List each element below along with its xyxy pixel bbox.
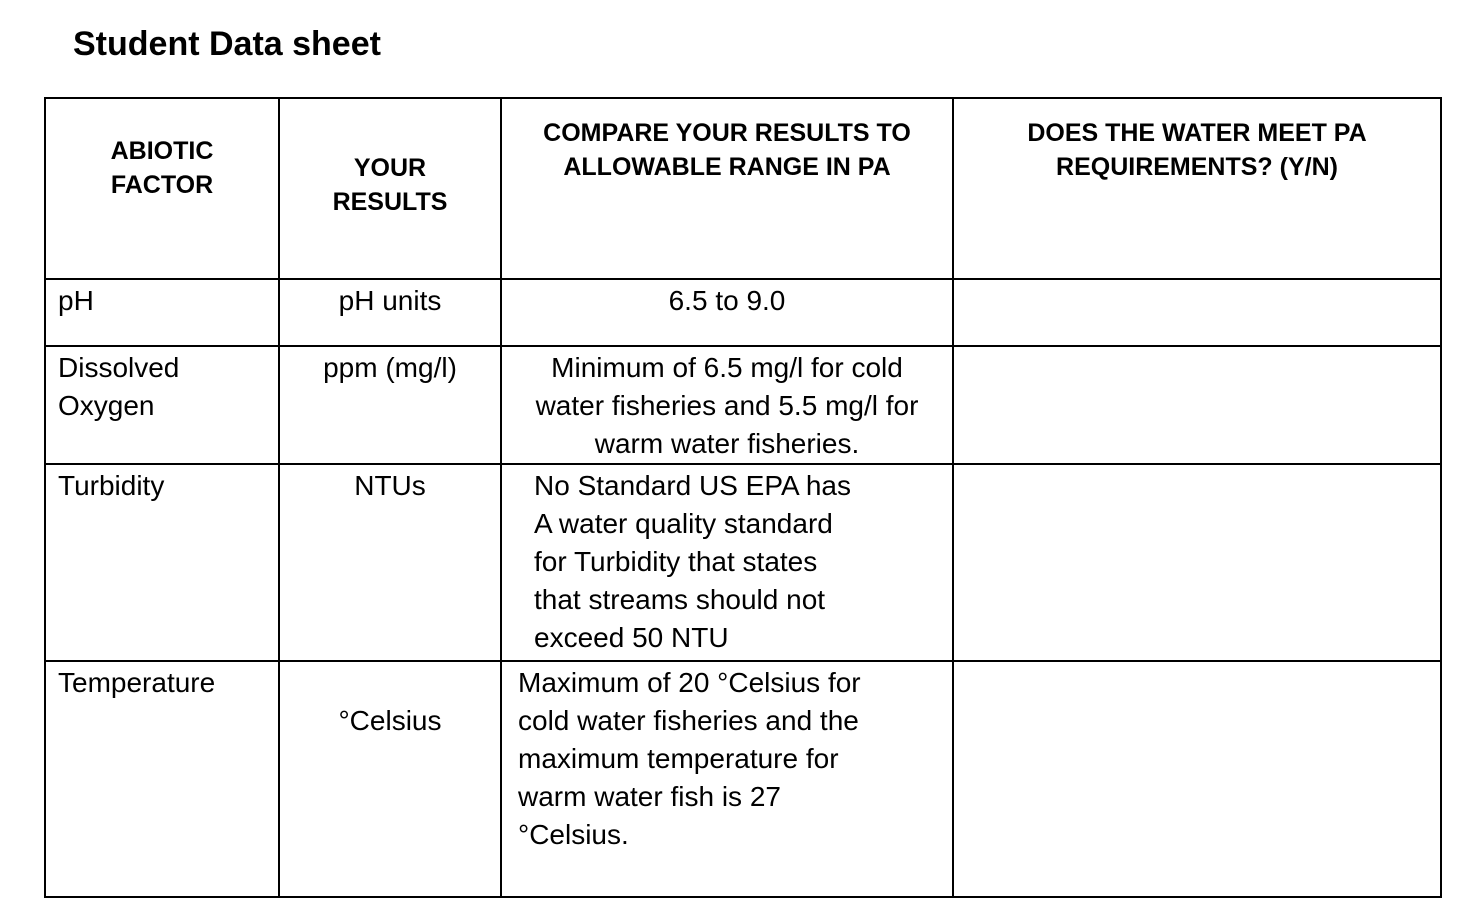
range-text: No Standard US EPA has [534,470,851,501]
results-cell[interactable] [279,346,501,464]
results-unit: NTUs [354,470,426,501]
answer-cell[interactable] [953,661,1441,897]
range-text: exceed 50 NTU [534,622,729,653]
header-row [45,98,1441,279]
range-cell [501,279,953,346]
range-cell [501,346,953,464]
answer-cell[interactable] [953,464,1441,661]
header-text: COMPARE YOUR RESULTS TO [543,119,911,147]
range-text: 6.5 to 9.0 [668,285,786,316]
header-meets-requirements [953,98,1441,279]
factor-cell [45,464,279,661]
header-text: REQUIREMENTS? (Y/N) [1056,153,1338,181]
answer-cell[interactable] [953,279,1441,346]
range-text: for Turbidity that states [534,546,818,577]
range-text: Maximum of 20 °Celsius for [518,667,861,698]
range-cell [501,464,953,661]
factor-cell [45,279,279,346]
factor-label: Temperature [58,667,216,698]
data-table [44,97,1442,898]
results-cell[interactable] [279,661,501,897]
table-row [45,464,1441,661]
header-abiotic-factor [45,98,279,279]
factor-label: Turbidity [58,470,165,501]
results-unit: pH units [338,285,442,316]
range-text: warm water fisheries. [594,428,860,459]
header-text: RESULTS [332,188,448,216]
results-cell[interactable] [279,279,501,346]
header-text: ALLOWABLE RANGE IN PA [563,153,891,181]
page-title: Student Data sheet [73,25,381,63]
factor-label: Oxygen [58,390,155,421]
results-unit: ppm (mg/l) [323,352,457,383]
factor-label: Dissolved [58,352,180,383]
header-text: YOUR [353,154,427,182]
range-text: that streams should not [534,584,826,615]
factor-cell [45,346,279,464]
results-unit: °Celsius [338,705,442,736]
header-compare-range [501,98,953,279]
header-text: FACTOR [110,171,214,199]
range-text: maximum temperature for [518,743,839,774]
range-text: A water quality standard [534,508,833,539]
table-row [45,346,1441,464]
table-row [45,279,1441,346]
range-text: Minimum of 6.5 mg/l for cold [551,352,903,383]
header-text: ABIOTIC [110,137,214,165]
factor-label: pH [58,285,94,316]
table-row [45,661,1441,897]
factor-cell [45,661,279,897]
answer-cell[interactable] [953,346,1441,464]
range-cell [501,661,953,897]
range-text: warm water fish is 27 [518,781,781,812]
results-cell[interactable] [279,464,501,661]
range-text: °Celsius. [518,819,629,850]
range-text: water fisheries and 5.5 mg/l for [535,390,919,421]
header-your-results [279,98,501,279]
header-text: DOES THE WATER MEET PA [1027,119,1367,147]
range-text: cold water fisheries and the [518,705,859,736]
